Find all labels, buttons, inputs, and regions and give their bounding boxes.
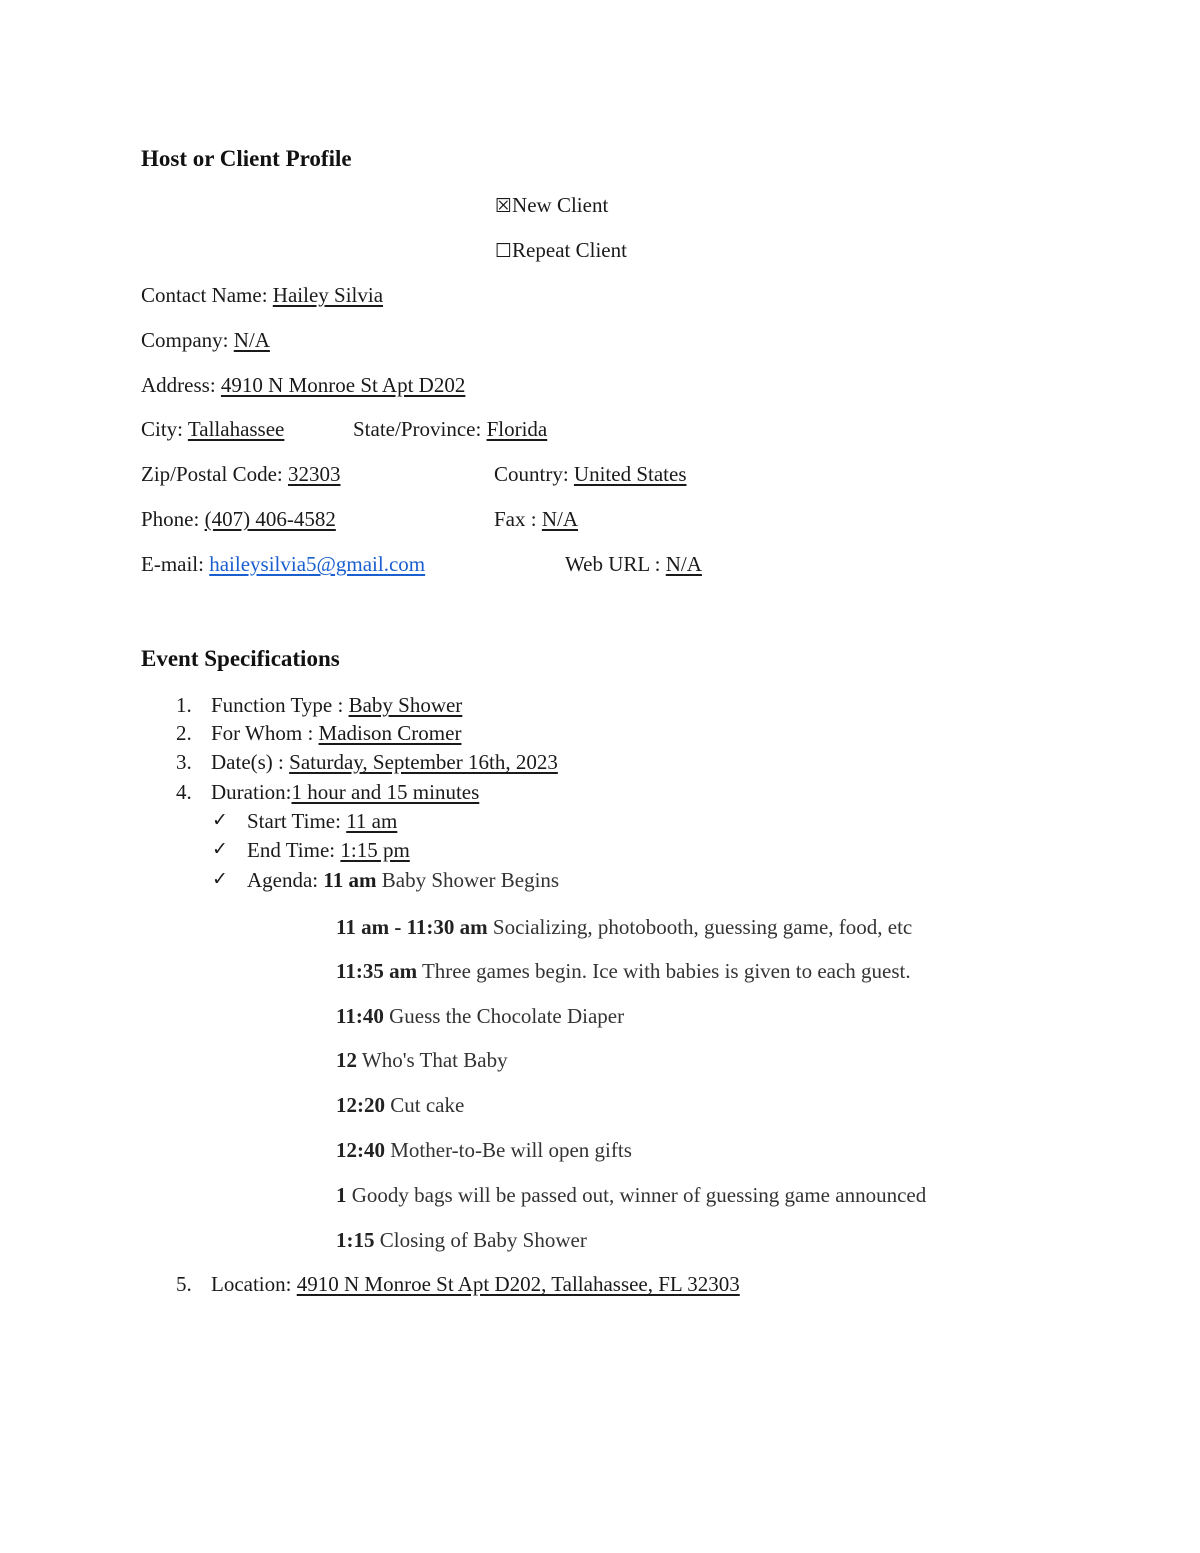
agenda-time: 12:40 xyxy=(336,1138,385,1162)
list-number: 4. xyxy=(176,780,192,804)
state-row xyxy=(353,419,547,440)
agenda-time: 11 am - 11:30 am xyxy=(336,915,488,939)
agenda-text: Cut cake xyxy=(385,1093,465,1117)
agenda-time: 11:35 am xyxy=(336,959,418,983)
address-row xyxy=(141,375,465,396)
email-label: E-mail: xyxy=(141,552,210,576)
checkmark-icon: ✓ xyxy=(212,868,228,890)
for-whom-row xyxy=(211,723,461,744)
function-type-label: Function Type : xyxy=(211,693,349,717)
agenda-item xyxy=(336,1230,587,1251)
dates-label: Date(s) : xyxy=(211,750,290,774)
zip-label: Zip/Postal Code: xyxy=(141,462,288,486)
contact-name-value: Hailey Silvia xyxy=(272,283,384,307)
agenda-item xyxy=(336,917,912,938)
agenda-text: Mother-to-Be will open gifts xyxy=(385,1138,632,1162)
list-number: 1. xyxy=(176,693,192,717)
start-time-label: Start Time: xyxy=(247,809,347,833)
agenda-text: Three games begin. Ice with babies is given to each guest. xyxy=(417,959,911,983)
agenda-item xyxy=(336,1140,632,1161)
email-row xyxy=(141,554,425,575)
list-number: 2. xyxy=(176,721,192,745)
web-url-value: N/A xyxy=(665,552,702,576)
location-label: Location: xyxy=(211,1272,297,1296)
unchecked-box-icon[interactable]: ☐ xyxy=(495,240,513,262)
duration-label: Duration: xyxy=(211,780,292,804)
agenda-text: Who's That Baby xyxy=(357,1048,508,1072)
for-whom-label: For Whom : xyxy=(211,721,319,745)
contact-name-label: Contact Name: xyxy=(141,283,273,307)
repeat-client-label: Repeat Client xyxy=(512,238,627,262)
address-label: Address: xyxy=(141,373,221,397)
address-value: 4910 N Monroe St Apt D202 xyxy=(220,373,466,397)
agenda-time: 11:40 xyxy=(336,1004,384,1028)
agenda-text: Baby Shower Begins xyxy=(376,868,560,892)
country-value: United States xyxy=(573,462,687,486)
duration-value: 1 hour and 15 minutes xyxy=(291,780,480,804)
phone-value: (407) 406-4582 xyxy=(204,507,336,531)
checkmark-icon: ✓ xyxy=(212,838,228,860)
agenda-item xyxy=(336,1050,508,1071)
list-number: 3. xyxy=(176,750,192,774)
state-value: Florida xyxy=(486,417,548,441)
company-label: Company: xyxy=(141,328,234,352)
agenda-time: 1:15 xyxy=(336,1228,375,1252)
agenda-text: Closing of Baby Shower xyxy=(374,1228,587,1252)
function-type-row xyxy=(211,695,462,716)
agenda-text: Socializing, photobooth, guessing game, food, etc xyxy=(487,915,913,939)
duration-row xyxy=(211,782,479,803)
dates-value: Saturday, September 16th, 2023 xyxy=(289,750,558,774)
agenda-item xyxy=(336,1006,624,1027)
email-link[interactable]: haileysilvia5@gmail.com xyxy=(209,552,426,576)
company-row xyxy=(141,330,270,351)
city-row xyxy=(141,419,284,440)
agenda-time: 11 am xyxy=(323,868,377,892)
fax-label: Fax : xyxy=(494,507,542,531)
web-url-row xyxy=(565,554,702,575)
new-client-label: New Client xyxy=(512,193,609,217)
agenda-item xyxy=(336,1185,926,1206)
agenda-time: 1 xyxy=(336,1183,347,1207)
start-time-row xyxy=(247,811,397,832)
end-time-label: End Time: xyxy=(247,838,341,862)
zip-value: 32303 xyxy=(288,462,341,486)
profile-heading: Host or Client Profile xyxy=(141,146,352,171)
contact-name-row xyxy=(141,285,383,306)
zip-row xyxy=(141,464,341,485)
dates-row xyxy=(211,752,558,773)
phone-label: Phone: xyxy=(141,507,205,531)
event-heading: Event Specifications xyxy=(141,646,340,671)
end-time-value: 1:15 pm xyxy=(340,838,410,862)
city-label: City: xyxy=(141,417,188,441)
agenda-label: Agenda: xyxy=(247,868,324,892)
location-row xyxy=(211,1274,740,1295)
checked-box-icon[interactable]: ☒ xyxy=(495,195,513,217)
function-type-value: Baby Shower xyxy=(348,693,463,717)
country-label: Country: xyxy=(494,462,574,486)
country-row xyxy=(494,464,687,485)
agenda-text: Goody bags will be passed out, winner of guessing game announced xyxy=(346,1183,927,1207)
checkmark-icon: ✓ xyxy=(212,809,228,831)
agenda-item xyxy=(336,961,911,982)
agenda-row xyxy=(247,870,559,891)
for-whom-value: Madison Cromer xyxy=(318,721,462,745)
state-label: State/Province: xyxy=(353,417,487,441)
agenda-time: 12:20 xyxy=(336,1093,385,1117)
location-value: 4910 N Monroe St Apt D202, Tallahassee, FL 32303 xyxy=(296,1272,740,1296)
agenda-time: 12 xyxy=(336,1048,357,1072)
phone-row xyxy=(141,509,336,530)
repeat-client-option[interactable] xyxy=(495,240,627,261)
web-url-label: Web URL : xyxy=(565,552,666,576)
fax-value: N/A xyxy=(541,507,579,531)
agenda-item xyxy=(336,1095,464,1116)
new-client-option[interactable] xyxy=(495,195,608,216)
company-value: N/A xyxy=(233,328,270,352)
agenda-text: Guess the Chocolate Diaper xyxy=(383,1004,625,1028)
end-time-row xyxy=(247,840,410,861)
city-value: Tallahassee xyxy=(187,417,285,441)
start-time-value: 11 am xyxy=(346,809,398,833)
fax-row xyxy=(494,509,578,530)
list-number: 5. xyxy=(176,1272,192,1296)
